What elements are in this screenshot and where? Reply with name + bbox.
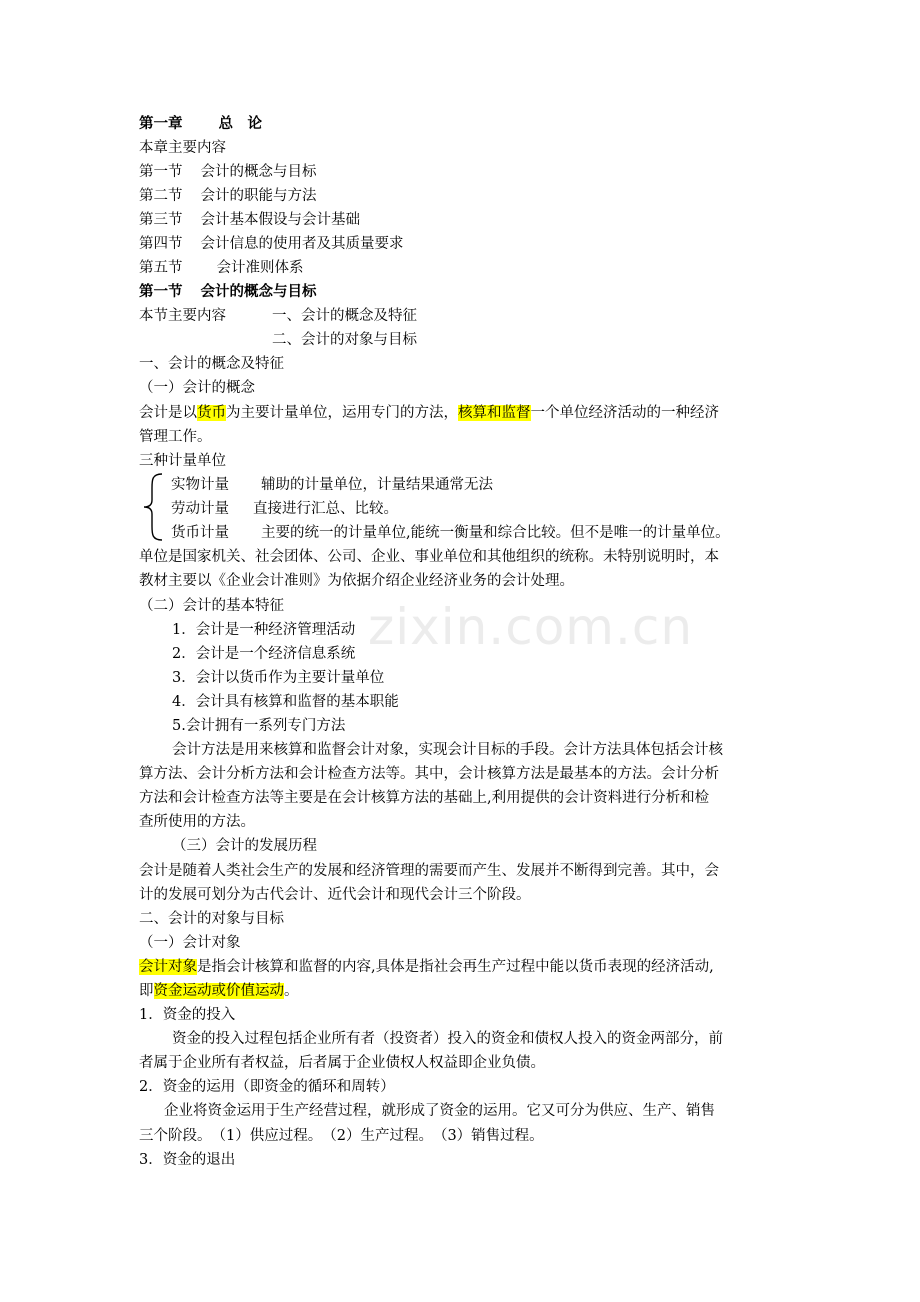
unit-name: 货币计量: [171, 525, 229, 541]
section-heading: [139, 282, 317, 302]
history-paragraph-line: 会计是随着人类社会生产的发展和经济管理的需要而产生、发展并不断得到完善。其中，会: [139, 863, 719, 879]
unit-row: [171, 523, 730, 543]
toc-item-title: 会计的职能与方法: [200, 188, 317, 204]
chapter-label: 第一章: [139, 115, 183, 132]
definition-paragraph: [139, 403, 719, 423]
definition-text: 为主要计量单位，运用专门的方法，: [226, 405, 458, 421]
toc-item: [139, 162, 317, 182]
subsection-title: （一）会计对象: [139, 935, 241, 951]
toc-item-num: 第四节: [139, 236, 183, 252]
toc-item-title: 会计准则体系: [216, 260, 304, 276]
unit-desc: 辅助的计量单位，计量结果通常无法: [261, 477, 493, 493]
unit-row: [171, 475, 493, 495]
section-num: 第一节: [139, 283, 183, 300]
highlight-currency: 货币: [197, 405, 226, 421]
definition-text: 一个单位经济活动的一种经济: [530, 405, 719, 421]
unit-name: 劳动计量: [171, 501, 229, 517]
method-paragraph-line: 方法和会计检查方法等主要是在会计核算方法的基础上,利用提供的会计资料进行分析和检: [139, 790, 710, 806]
section-contents-label: 本节主要内容: [139, 308, 226, 324]
toc-item-title: 会计信息的使用者及其质量要求: [200, 236, 404, 252]
toc-item-num: 第二节: [139, 188, 183, 204]
feature-item: 5.会计拥有一系列专门方法: [172, 718, 346, 734]
toc-item-num: 第一节: [139, 164, 183, 180]
object-text: 即: [139, 983, 154, 999]
subsection-title: （一）会计的概念: [139, 380, 255, 396]
chapter-heading: [139, 114, 262, 134]
part-title: 二、会计的对象与目标: [139, 911, 284, 927]
unit-name: 实物计量: [171, 477, 229, 493]
feature-item: 1．会计是一种经济管理活动: [172, 622, 356, 638]
fund-item-line: 者属于企业所有者权益，后者属于企业债权人权益即企业负债。: [139, 1055, 545, 1071]
definition-continuation: 管理工作。: [139, 429, 212, 445]
fund-item-line: 企业将资金运用于生产经营过程，就形成了资金的运用。它又可分为供应、生产、销售: [164, 1103, 715, 1119]
toc-item-num: 第五节: [139, 260, 183, 276]
object-paragraph-line: [139, 957, 714, 977]
toc-item-title: 会计的概念与目标: [200, 164, 317, 180]
unit-desc: 直接进行汇总、比较。: [253, 501, 398, 517]
fund-item-title: 3．资金的退出: [139, 1152, 236, 1168]
fund-item-line: 资金的投入过程包括企业所有者（投资者）投入的资金和债权人投入的资金两部分，前: [172, 1031, 723, 1047]
subsection-title: （二）会计的基本特征: [139, 598, 284, 614]
curly-brace-icon: [142, 472, 164, 542]
section-title: 会计的概念与目标: [200, 283, 317, 300]
unit-note: 单位是国家机关、社会团体、公司、企业、事业单位和其他组织的统称。未特别说明时，本: [139, 549, 719, 565]
definition-text: 会计是以: [139, 405, 197, 421]
toc-item-num: 第三节: [139, 212, 183, 228]
highlight-fund-movement: 资金运动或价值运动: [153, 983, 284, 999]
history-paragraph-line: 计的发展可划分为古代会计、近代会计和现代会计三个阶段。: [139, 887, 531, 903]
fund-item-line: 三个阶段。 （1）供应过程。 （2）生产过程。 （3）销售过程。: [139, 1128, 544, 1144]
feature-item: 4．会计具有核算和监督的基本职能: [172, 694, 399, 710]
toc-item: [139, 258, 304, 278]
highlight-accounting-object: 会计对象: [139, 959, 197, 975]
highlight-accounting-supervision: 核算和监督: [458, 405, 531, 421]
object-text: 是指会计核算和监督的内容,具体是指社会再生产过程中能以货币表现的经济活动,: [197, 959, 714, 975]
fund-item-title: 2．资金的运用（即资金的循环和周转）: [139, 1079, 395, 1095]
chapter-title: 总 论: [218, 115, 262, 132]
object-paragraph-line: [139, 981, 299, 1001]
feature-item: 3．会计以货币作为主要计量单位: [172, 670, 385, 686]
watermark: zixin.com.cn: [368, 598, 694, 656]
subsection-title: （三）会计的发展历程: [172, 838, 317, 854]
unit-note: 教材主要以《企业会计准则》为依据介绍企业经济业务的会计处理。: [139, 573, 574, 589]
object-text: 。: [284, 983, 299, 999]
toc-item: [139, 234, 404, 254]
units-title: 三种计量单位: [139, 453, 226, 469]
method-paragraph-line: 算方法、会计分析方法和会计检查方法等。其中，会计核算方法是最基本的方法。会计分析: [139, 766, 719, 782]
toc-heading: 本章主要内容: [139, 140, 226, 156]
part-title: 一、会计的概念及特征: [139, 356, 284, 372]
unit-row: [171, 499, 398, 519]
method-paragraph-line: 会计方法是用来核算和监督会计对象，实现会计目标的手段。会计方法具体包括会计核: [172, 742, 723, 758]
fund-item-title: 1．资金的投入: [139, 1007, 236, 1023]
toc-item: [139, 186, 317, 206]
method-paragraph-line: 查所使用的方法。: [139, 814, 255, 830]
section-contents: [139, 306, 226, 326]
toc-item-title: 会计基本假设与会计基础: [200, 212, 360, 228]
unit-desc: 主要的统一的计量单位,能统一衡量和综合比较。但不是唯一的计量单位。: [261, 525, 730, 541]
feature-item: 2．会计是一个经济信息系统: [172, 646, 356, 662]
section-contents-item: 一、会计的概念及特征: [272, 308, 417, 324]
toc-item: [139, 210, 360, 230]
section-contents-item: 二、会计的对象与目标: [272, 332, 417, 348]
